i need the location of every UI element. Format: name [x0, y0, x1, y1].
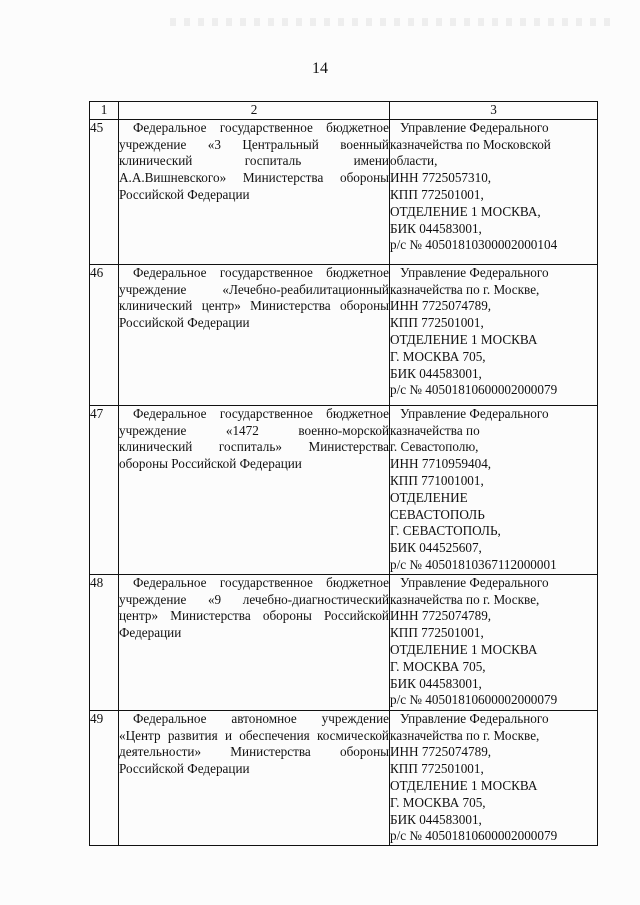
column-header: 2	[119, 102, 390, 120]
treasury-details-cell	[390, 710, 598, 845]
column-header: 3	[390, 102, 598, 120]
institution-name: Федеральное автономное учреждение «Центр развития и обеспечения космической деятельности» Министерства обороны Российской Федерации	[119, 710, 389, 777]
treasury-detail-line: казначейства по Московской	[390, 136, 551, 152]
treasury-detail-line: КПП 772501001,	[390, 761, 484, 777]
treasury-detail-line: СЕВАСТОПОЛЬ	[390, 506, 485, 522]
treasury-detail-line: р/с № 40501810300002000104	[390, 237, 558, 253]
treasury-detail-line: БИК 044525607,	[390, 540, 482, 556]
treasury-detail-line: КПП 772501001,	[390, 186, 484, 202]
treasury-detail-line: г. Севастополю,	[390, 439, 479, 455]
treasury-detail-line: казначейства по	[390, 422, 480, 438]
treasury-details-cell	[390, 574, 598, 710]
treasury-detail-line: Управление Федерального	[400, 405, 549, 421]
treasury-detail-line: БИК 044583001,	[390, 811, 482, 827]
treasury-detail-line: БИК 044583001,	[390, 675, 482, 691]
treasury-detail-line: р/с № 40501810600002000079	[390, 692, 558, 708]
treasury-detail-line: ИНН 7725074789,	[390, 298, 492, 314]
treasury-detail-line: БИК 044583001,	[390, 220, 482, 236]
treasury-detail-line: казначейства по г. Москве,	[390, 727, 540, 743]
treasury-detail-line: р/с № 40501810600002000079	[390, 828, 558, 844]
institution-name-cell	[119, 574, 390, 710]
row-number: 49	[90, 710, 119, 845]
treasury-detail-line: КПП 772501001,	[390, 315, 484, 331]
institution-name: Федеральное государственное бюджетное учреждение «9 лечебно-диагностический центр» Министерства обороны Российской Федерации	[119, 574, 389, 641]
treasury-detail-line: Управление Федерального	[400, 119, 549, 135]
treasury-details-cell	[390, 119, 598, 264]
institution-name-cell	[119, 710, 390, 845]
table-row	[90, 119, 598, 264]
scan-artifact	[170, 18, 610, 26]
treasury-detail-line: ОТДЕЛЕНИЕ 1 МОСКВА,	[390, 203, 541, 219]
treasury-details-cell	[390, 264, 598, 405]
row-number: 48	[90, 574, 119, 710]
treasury-detail-line: ОТДЕЛЕНИЕ 1 МОСКВА	[390, 331, 538, 347]
treasury-detail-line: ОТДЕЛЕНИЕ	[390, 489, 468, 505]
table-row	[90, 574, 598, 710]
table-row	[90, 264, 598, 405]
institution-name: Федеральное государственное бюджетное учреждение «3 Центральный военный клинический госпиталь имени А.А.Вишневского» Министерства обороны Российской Федерации	[119, 119, 389, 202]
treasury-detail-line: р/с № 40501810367112000001	[390, 556, 557, 572]
row-number: 46	[90, 264, 119, 405]
treasury-detail-line: КПП 771001001,	[390, 472, 484, 488]
column-header: 1	[90, 102, 119, 120]
treasury-detail-line: ИНН 7725074789,	[390, 744, 492, 760]
institution-name-cell	[119, 119, 390, 264]
treasury-details-cell	[390, 405, 598, 574]
treasury-detail-line: КПП 772501001,	[390, 625, 484, 641]
treasury-detail-line: области,	[390, 153, 438, 169]
table-row	[90, 710, 598, 845]
treasury-detail-line: Управление Федерального	[400, 710, 549, 726]
treasury-detail-line: Г. МОСКВА 705,	[390, 794, 486, 810]
treasury-detail-line: Управление Федерального	[400, 574, 549, 590]
treasury-detail-line: ИНН 7725057310,	[390, 170, 492, 186]
institutions-table	[89, 101, 598, 846]
institution-name-cell	[119, 405, 390, 574]
treasury-detail-line: БИК 044583001,	[390, 365, 482, 381]
row-number: 45	[90, 119, 119, 264]
treasury-detail-line: казначейства по г. Москве,	[390, 281, 540, 297]
treasury-detail-line: Г. МОСКВА 705,	[390, 658, 486, 674]
treasury-detail-line: Управление Федерального	[400, 264, 549, 280]
table-header-row	[90, 102, 598, 120]
institution-name: Федеральное государственное бюджетное учреждение «1472 военно-морской клинический госпиталь» Министерства обороны Российской Федерации	[119, 405, 389, 472]
treasury-detail-line: Г. МОСКВА 705,	[390, 348, 486, 364]
row-number: 47	[90, 405, 119, 574]
treasury-detail-line: ОТДЕЛЕНИЕ 1 МОСКВА	[390, 777, 538, 793]
table-row	[90, 405, 598, 574]
page-number: 14	[312, 60, 328, 77]
treasury-detail-line: казначейства по г. Москве,	[390, 591, 540, 607]
institution-name: Федеральное государственное бюджетное учреждение «Лечебно-реабилитационный клинический центр» Министерства обороны Российской Федерации	[119, 264, 389, 331]
institution-name-cell	[119, 264, 390, 405]
treasury-detail-line: р/с № 40501810600002000079	[390, 382, 558, 398]
treasury-detail-line: ИНН 7710959404,	[390, 456, 492, 472]
treasury-detail-line: Г. СЕВАСТОПОЛЬ,	[390, 523, 501, 539]
treasury-detail-line: ИНН 7725074789,	[390, 608, 492, 624]
treasury-detail-line: ОТДЕЛЕНИЕ 1 МОСКВА	[390, 641, 538, 657]
